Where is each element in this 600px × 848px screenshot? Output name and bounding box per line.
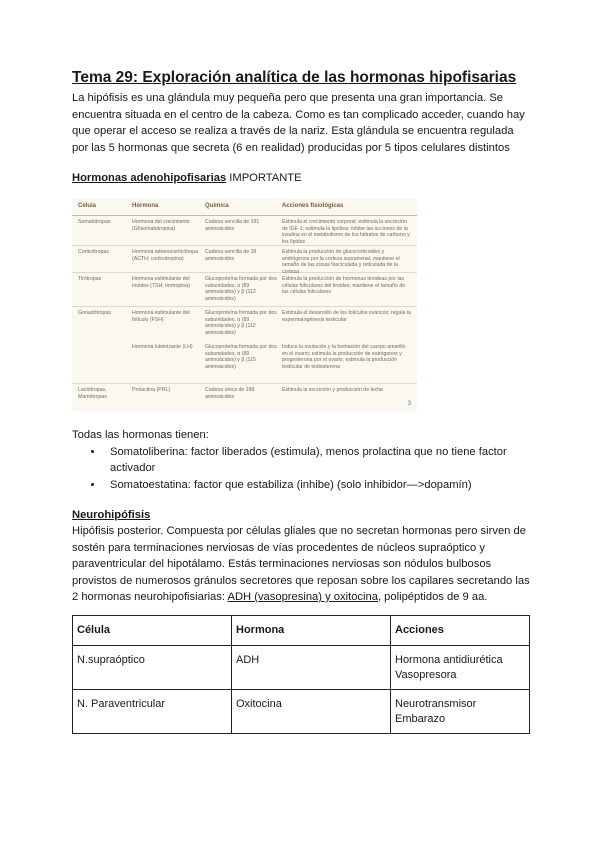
image-cell-quimica: Glucoproteína formada por dos subunidades, α (89 aminoácidos) y β (112 aminoácidos) <box>205 276 277 302</box>
action-line: Vasopresora <box>395 668 457 681</box>
image-header-cell: Célula <box>78 203 97 209</box>
bullet-somatoestatina: • Somatoestatina: factor que estabiliza (inhibe) (solo inhibidor—>dopamín) <box>104 477 530 494</box>
header-acciones: Acciones <box>391 615 530 645</box>
image-cell-acciones: Induce la ovulación y la formación del cuerpo amarillo en el ovario; estimula la producción de estrógenos y progesterona por el ovario; estimula la producción testicular de testosterona <box>282 344 406 370</box>
header-celula: Célula <box>73 615 232 645</box>
image-cell-hormona: Hormona del crecimiento (Ghsomatotropina) <box>132 219 190 232</box>
image-cell-acciones: Estimula el crecimiento corporal; estimula la secreción de IGF-1; estimula la lipólisis; inhibe las acciones de la insulina en el metabolismo de los hidratos de carbono y los lípidos <box>282 219 410 245</box>
image-cell-celula: Gonadótropas <box>78 310 111 316</box>
image-cell-acciones: Estimula la producción de glucocorticoides y andrógenos por la corteza suprarrenal; mantiene el tamaño de las zonas fasciculada y reticulada de la corteza <box>282 249 400 275</box>
image-table-header <box>72 199 417 216</box>
action-line: Neurotransmisor <box>395 697 477 710</box>
common-bullet-list <box>72 444 530 494</box>
neuro-paragraph <box>72 523 530 606</box>
cell-acciones <box>391 645 530 689</box>
image-table-row <box>72 306 417 340</box>
cell-celula: N.supraóptico <box>73 645 232 689</box>
image-header-chemistry: Química <box>205 203 229 209</box>
table-row <box>73 645 530 689</box>
image-cell-celula: Lactótropas, Mamótropas <box>78 387 107 400</box>
image-cell-hormona: Prolactina (PRL) <box>132 387 171 393</box>
image-cell-acciones: Estimula el desarrollo de los folículos ováricos; regula la espermatogénesis testicular <box>282 310 411 323</box>
cell-hormona: Oxitocina <box>232 689 391 733</box>
adeno-note: IMPORTANTE <box>226 172 302 184</box>
image-cell-celula: Corticótropas <box>78 249 109 255</box>
image-cell-acciones: Estimula la secreción y producción de leche <box>282 387 383 393</box>
image-table-row <box>72 272 417 307</box>
image-cell-quimica: Cadena sencilla de 39 aminoácidos <box>205 249 257 262</box>
adenohypophysis-table-image <box>72 199 417 411</box>
intro-paragraph: La hipófisis es una glándula muy pequeña pero que presenta una gran importancia. Se encuentra situada en el centro de la cabeza. Como es tan complicado acceder, cuando hay que operar el acceso se realiza a través de la nariz. Esta glándula se encuentra regulada por las 5 hormonas que secreta (6 en realidad) producidas por 5 tipos celulares distintos <box>72 92 525 154</box>
image-cell-hormona: Hormona estimulante del folículo (FSH) <box>132 310 190 323</box>
neuro-text-after: , polipéptidos de 9 aa. <box>377 591 488 603</box>
image-cell-acciones: Estimula la producción de hormonas tiroideas por las células foliculares del tiroides; mantiene el tamaño de las células foliculares <box>282 276 406 296</box>
image-header-hormone: Hormona <box>132 203 159 209</box>
image-cell-celula: Tirótropas <box>78 276 102 282</box>
bullet-somatoliberina: • Somatoliberina: factor liberados (estimula), menos prolactina que no tiene factor activador <box>104 444 530 477</box>
image-table-row <box>72 245 417 273</box>
image-table-row <box>72 215 417 246</box>
neuro-heading: Neurohipófisis <box>72 509 151 521</box>
image-table-row <box>72 383 417 411</box>
cell-acciones <box>391 689 530 733</box>
image-cell-hormona: Hormona luteinizante (LH) <box>132 344 193 350</box>
image-cell-quimica: Cadena sencilla de 191 aminoácidos <box>205 219 260 232</box>
adeno-heading: Hormonas adenohipofisarias <box>72 172 227 184</box>
image-table-row <box>72 340 417 384</box>
image-cell-quimica: Cadena única de 198 aminoácidos <box>205 387 255 400</box>
adeno-heading-line <box>72 170 530 186</box>
common-heading: Todas las hormonas tienen: <box>72 429 209 441</box>
action-line: Embarazo <box>395 712 446 725</box>
image-cell-celula: Somatótropas <box>78 219 111 225</box>
action-line: Hormona antidiurética <box>395 653 503 666</box>
image-cell-quimica: Glucoproteína formada por dos subunidades, α (89 aminoácidos) y β (115 aminoácidos) <box>205 344 277 370</box>
cell-celula: N. Paraventricular <box>73 689 232 733</box>
document-page <box>72 68 530 734</box>
cell-hormona: ADH <box>232 645 391 689</box>
neuro-text-before: Hipófisis posterior. Compuesta por células gliales que no secretan hormonas pero sirven de sostén para terminaciones nerviosas de vías procedentes de núcleos supraóptico y paraventricular del hipotálamo. Estás terminaciones nerviosas son nódulos bulbosos provistos de numerosos gránulos secretores que reposan sobre los capilares secretando las 2 hormonas neurohipofisiarias: <box>72 525 530 603</box>
neuro-heading-line <box>72 507 530 523</box>
header-hormona: Hormona <box>232 615 391 645</box>
image-header-actions: Acciones fisiológicas <box>282 203 344 209</box>
page-title: Tema 29: Exploración analítica de las hormonas hipofisarias <box>72 69 517 86</box>
neurohypophysis-table <box>72 615 530 734</box>
image-cell-quimica: Glucoproteína formada por dos subunidades, α (89 aminoácidos) y β (112 aminoácidos) <box>205 310 277 336</box>
image-page-number: 3 <box>407 401 411 407</box>
table-header-row <box>73 615 530 645</box>
image-cell-hormona: Hormona estimulante del tiroides (TSH; tirotropina) <box>132 276 190 289</box>
neuro-hormones-underlined: ADH (vasopresina) y oxitocina <box>227 591 378 603</box>
table-row <box>73 689 530 733</box>
image-cell-hormona: Hormona adrenocorticótropa (ACTH; corticotropina) <box>132 249 199 262</box>
